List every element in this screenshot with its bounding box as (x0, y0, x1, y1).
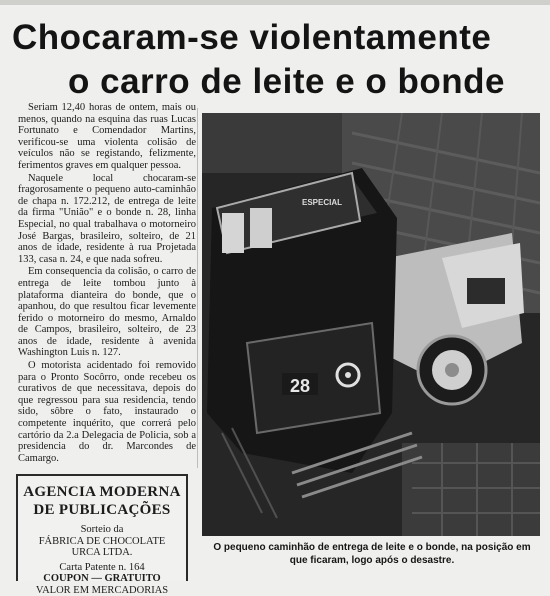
accident-photo-illustration (202, 113, 540, 536)
accident-photo (202, 113, 540, 536)
article-paragraph: O motorista acidentado foi removido para o Pronto Socôrro, onde recebeu os curativos de que necessitava, depois do que regressou para sua residencia, tendo sido, sôbre o fato, instaurado o competente inquérito, que correrá pelo cartório da 2.a Delegacia de Policia, sob a presidencia do dr. Marcondes de Camargo. (18, 360, 196, 464)
headline-line-2: o carro de leite e o bonde (68, 62, 505, 102)
article-body (18, 102, 196, 465)
ad-line: Sorteio da (18, 524, 186, 536)
photo-caption: O pequeno caminhão de entrega de leite e o bonde, na posição em que ficaram, logo após o desastre. (204, 542, 540, 567)
headline-line-1: Chocaram-se violentamente (12, 18, 491, 58)
top-rule (0, 0, 550, 5)
tram-number: 28 (290, 376, 310, 396)
advertisement-box (16, 474, 188, 581)
ad-line: COUPON — GRATUITO (18, 573, 186, 585)
article-paragraph: Seriam 12,40 horas de ontem, mais ou menos, quando na esquina das ruas Lucas Fortunato e Comendador Martins, verificou-se uma violenta colisão de veículos não se registando, felizmente, ferimentos graves em qualquer pessoa. (18, 102, 196, 172)
column-divider (197, 108, 198, 468)
article-paragraph: Naquele local chocaram-se fragorosamente o pequeno auto-caminhão de chapa n. 172.212, de entrega de leite da firma "União" e o bonde n. 28, linha Especial, no qual trabalhava o motorneiro José Bargas, brasileiro, solteiro, de 21 anos de idade, residente à rua Projetada 133, casa n. 24, e que nada sofreu. (18, 173, 196, 266)
ad-line: FÁBRICA DE CHOCOLATE (18, 536, 186, 548)
truck-sign-text: ESPECIAL (302, 198, 342, 207)
ad-title-line-2: DE PUBLICAÇÕES (18, 502, 186, 518)
ad-title-line-1: AGENCIA MODERNA (18, 484, 186, 500)
ad-line: Carta Patente n. 164 (18, 562, 186, 574)
article-paragraph: Em consequencia da colisão, o carro de entrega de leite tombou junto à plataforma dianteira do bonde, que o apanhou, do que resultou ficar levemente ferido o motorneiro do mesmo, Arnaldo de Campos, brasileiro, solteiro, de 23 anos de idade, residente à avenida Washington Luis n. 127. (18, 266, 196, 359)
ad-line: VALOR EM MERCADORIAS (18, 585, 186, 596)
ad-line: URCA LTDA. (18, 547, 186, 559)
